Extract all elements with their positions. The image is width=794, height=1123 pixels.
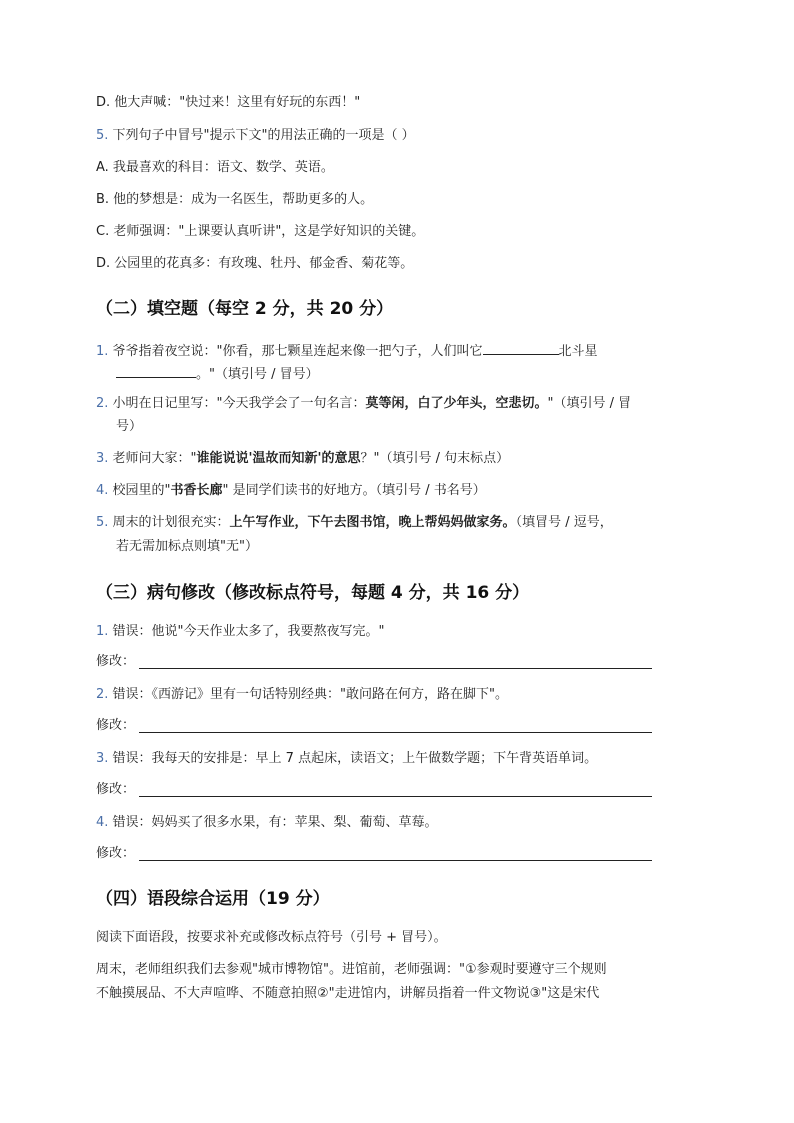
question-number: 3. xyxy=(96,451,109,466)
correction-label: 修改： xyxy=(96,846,136,861)
section-2-heading: （二）填空题（每空 2 分，共 20 分） xyxy=(96,299,394,319)
correction-label: 修改： xyxy=(96,782,136,797)
answer-line[interactable] xyxy=(139,732,652,733)
passage-line-2: 不触摸展品、不大声喧哗、不随意拍照②"走进馆内，讲解员指着一件文物说③"这是宋代 xyxy=(96,986,600,1001)
question-number: 2. xyxy=(96,396,109,411)
correction-item-4: 4. 错误：妈妈买了很多水果，有：苹果、梨、葡萄、草莓。 xyxy=(96,815,438,830)
question-number: 1. xyxy=(96,344,109,359)
fill-question-4: 4. 校园里的"书香长廊" 是同学们读书的好地方。（填引号 / 书名号） xyxy=(96,483,486,498)
answer-line[interactable] xyxy=(139,860,652,861)
fill-question-1-cont: 。"（填引号 / 冒号） xyxy=(116,363,319,383)
question-number: 4. xyxy=(96,815,109,830)
correction-label: 修改： xyxy=(96,718,136,733)
correction-item-3: 3. 错误：我每天的安排是：早上 7 点起床，读语文；上午做数学题；下午背英语单词。 xyxy=(96,751,598,766)
section-4-heading: （四）语段综合运用（19 分） xyxy=(96,889,330,909)
question-number: 5. xyxy=(96,515,109,530)
correction-item-2: 2. 错误：《西游记》里有一句话特别经典："敢问路在何方，路在脚下"。 xyxy=(96,687,508,702)
fill-question-3: 3. 老师问大家："谁能说说'温故而知新'的意思？"（填引号 / 句末标点） xyxy=(96,451,510,466)
question-number: 4. xyxy=(96,483,109,498)
question-number: 5. xyxy=(96,128,109,143)
correction-item-1: 1. 错误：他说"今天作业太多了，我要熬夜写完。" xyxy=(96,624,385,639)
question-text: 下列句子中冒号"提示下文"的用法正确的一项是（ ） xyxy=(108,128,415,143)
passage-line-1: 周末，老师组织我们去参观"城市博物馆"。进馆前，老师强调："①参观时要遵守三个规则 xyxy=(96,962,607,977)
fill-question-5-cont: 若无需加标点则填"无"） xyxy=(116,539,258,554)
section-3-heading: （三）病句修改（修改标点符号，每题 4 分，共 16 分） xyxy=(96,583,530,603)
question-number: 1. xyxy=(96,624,109,639)
fill-question-1: 1. 爷爷指着夜空说："你看，那七颗星连起来像一把勺子，人们叫它 北斗星 xyxy=(96,340,598,360)
option-d-previous: D. 他大声喊："快过来！这里有好玩的东西！" xyxy=(96,95,361,110)
fill-question-2-cont: 号） xyxy=(116,419,143,434)
question-number: 3. xyxy=(96,751,109,766)
answer-line[interactable] xyxy=(139,796,652,797)
question-number: 2. xyxy=(96,687,109,702)
answer-line[interactable] xyxy=(139,668,652,669)
correction-label: 修改： xyxy=(96,654,136,669)
option-c: C. 老师强调："上课要认真听讲"，这是学好知识的关键。 xyxy=(96,224,425,239)
fill-question-2: 2. 小明在日记里写："今天我学会了一句名言：莫等闲，白了少年头，空悲切。"（填引号 / 冒 xyxy=(96,396,632,411)
option-a: A. 我最喜欢的科目：语文、数学、英语。 xyxy=(96,160,334,175)
fill-question-5: 5. 周末的计划很充实：上午写作业，下午去图书馆，晚上帮妈妈做家务。（填冒号 / 逗号， xyxy=(96,515,613,530)
answer-blank[interactable] xyxy=(483,340,559,355)
answer-blank[interactable] xyxy=(116,363,196,378)
option-d: D. 公园里的花真多：有玫瑰、牡丹、郁金香、菊花等。 xyxy=(96,256,414,271)
option-b: B. 他的梦想是：成为一名医生，帮助更多的人。 xyxy=(96,192,374,207)
section-4-intro: 阅读下面语段，按要求补充或修改标点符号（引号 + 冒号）。 xyxy=(96,930,447,945)
question-5 xyxy=(96,127,415,144)
